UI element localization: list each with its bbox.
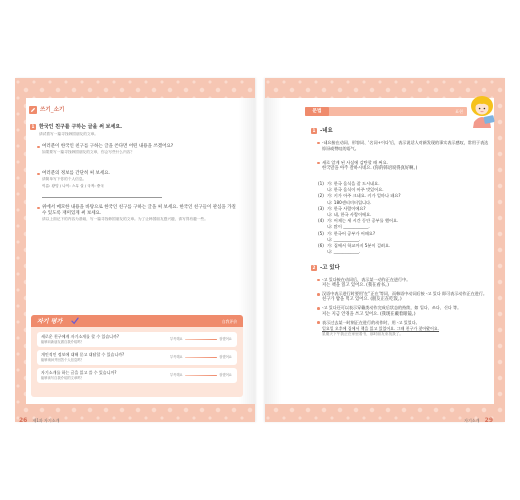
grammar-title: -고 있다 [320, 265, 340, 271]
example-speaker-a: 가: 집에서 학교까지 5분이 걸려요. [327, 243, 391, 249]
self-evaluation-header [31, 315, 243, 327]
character-eye [479, 108, 481, 110]
grammar-number: 2 [312, 265, 316, 270]
check-icon [71, 317, 79, 325]
header-label: 표현 [455, 109, 463, 114]
sample-sentence: 한국말을 아주 잘하시네요. (你的韩语说得真好啊。) [322, 166, 418, 171]
scale-bar [185, 375, 217, 376]
rating-scale [170, 373, 232, 378]
example-speaker-a: 가: 키가 아주 크네요. 키가 얼마나 돼요? [327, 193, 401, 199]
grammar-point [317, 320, 490, 338]
self-evaluation-box [31, 315, 243, 397]
section-title: 쓰기_소기 [40, 107, 65, 113]
rating-scale [170, 355, 232, 360]
task-translation: 请以上面记下的内容为基础，写一篇寻找韩国朋友的文章。为了让韩国朋友感兴趣，请写得有趣一些。 [42, 217, 208, 221]
point-text: 表示过去某一时刻正在进行的动作时，用 -고 있었다。 [322, 319, 420, 325]
left-page-footer [19, 407, 59, 426]
bullet-icon [37, 146, 40, 149]
task-translation: 请简单写下你的个人信息。 [42, 177, 87, 181]
bullet-icon [317, 142, 320, 145]
scale-high-label: 잘했어요 [219, 337, 232, 341]
example-speaker-b: 나: 네, 한국 사람이에요. [327, 212, 372, 218]
writing-line [42, 197, 162, 198]
grammar-item-1-header [311, 128, 411, 135]
bullet-icon [317, 279, 320, 282]
evaluation-translation: 能够询问并回答个人信息吗？ [41, 357, 84, 362]
example-speaker-b: 나: 한국 음식이 아주 맛있어요. [327, 187, 384, 193]
example-speaker-b: 나: 많이 ____________. [327, 224, 370, 230]
sample-sentence: 친구가 밥을 먹고 있어요. (朋友正在吃饭。) [322, 297, 402, 303]
evaluation-question: 개인적인 정보에 대해 묻고 대답할 수 있습니까? [41, 352, 125, 357]
pencil-icon [29, 106, 37, 114]
footer-label: 제1과 자기소개 [32, 418, 60, 423]
rating-scale [170, 337, 232, 342]
example-number: (6) [318, 243, 324, 249]
task-example: 이름: 왕밍 / 나이: 스무 살 / 국적: 중국 [42, 183, 104, 188]
example-number: (3) [318, 205, 324, 211]
bullet-icon [317, 162, 320, 165]
note-text: 새로 알게 된 사실에 감탄할 때 써요. [322, 160, 388, 165]
sample-sentence: 저는 책을 읽고 있어요. (我在看书。) [322, 283, 389, 289]
evaluation-translation: 能够向新朋友做自我介绍吗？ [41, 339, 84, 344]
section-header [29, 106, 149, 115]
task-bullet-1 [37, 144, 241, 155]
task-text: 위에서 메모한 내용을 바탕으로 한국인 친구를 구하는 글을 써 보세요. 한국인 친구들이 관심을 가질 수 있도록 재미있게 써 보세요. [42, 205, 236, 216]
question-1 [30, 124, 242, 138]
evaluation-row [37, 368, 237, 383]
example-speaker-a: 가: 한국 음식을 잘 드시네요. [327, 181, 380, 186]
task-bullet-2 [37, 171, 241, 189]
character-eye [484, 108, 486, 110]
scale-low-label: 부족해요 [170, 373, 183, 377]
grammar-explanation [317, 140, 489, 153]
question-number: 1 [31, 124, 35, 129]
evaluation-row [37, 332, 237, 347]
task-text: 여러분의 정보를 간단히 써 보세요. [42, 171, 111, 176]
point-text: -고 있다接在动词后，表示某一动作正在进行中。 [322, 277, 411, 282]
evaluation-translation: 能够读写自我介绍的文章吗？ [41, 375, 84, 380]
grammar-item-2-header [311, 265, 411, 272]
example-speaker-a: 가: 한국 사람이에요? [327, 205, 366, 211]
question-text: 한국인 친구를 구하는 글을 써 보세요. [39, 124, 123, 130]
sample-sentence: 일요일 오후에 집에서 책을 읽고 있었어요. 그때 친구가 찾아왔어요. [322, 325, 440, 331]
bullet-icon [37, 207, 40, 210]
question-translation: 请试着写一篇寻找韩国朋友的文章。 [39, 131, 98, 136]
character-illustration [466, 94, 498, 128]
self-evaluation-title: 자기 평가 [37, 317, 63, 325]
task-bullet-3 [37, 205, 241, 222]
sample-translation: 星期天下午我正在家里看书，那时朋友来找我了。 [322, 332, 404, 337]
example-line [318, 249, 490, 255]
point-text: -고 있다还可以表示穿戴类动作完成后状态的持续，如 입다、쓰다、신다 等。 [322, 305, 462, 311]
scale-high-label: 잘했어요 [219, 355, 232, 359]
scale-bar [185, 357, 217, 358]
grammar-title: -네요 [320, 128, 333, 134]
evaluation-row [37, 350, 237, 365]
bullet-icon [37, 173, 40, 176]
evaluation-question: 새로운 친구에게 자기소개를 할 수 있습니까? [41, 334, 120, 339]
example-number: (5) [318, 230, 324, 236]
bullet-icon [317, 321, 320, 324]
example-speaker-b: 나: ____________. [327, 236, 361, 242]
example-speaker-a: 가: 한국어 공부가 어때요? [327, 230, 376, 236]
grammar-point [317, 277, 490, 290]
explanation-text: -네요接在动词、形容词、'名词+이다'后，表示说话人对新发现的事实表示感叹，常用于表达惊讶或赞叹的语气。 [322, 140, 489, 152]
grammar-point [317, 305, 490, 318]
task-translation: 如果要写一篇寻找韩国朋友的文章，你会写些什么内容？ [42, 150, 135, 154]
scale-low-label: 부족해요 [170, 337, 183, 341]
point-text: 汉语中表示进行时要用'在''正在'等词，而韩语中动词后接 -고 있다 即可表示动作正在进行。 [322, 291, 488, 297]
grammar-note [317, 160, 489, 173]
example-speaker-b: 나: ____________. [327, 249, 361, 255]
task-text: 여러분이 한국인 친구를 구하는 글을 쓴다면 어떤 내용을 쓰겠어요? [42, 144, 174, 149]
page-number: 26 [19, 417, 28, 424]
book-icon [483, 115, 494, 124]
example-speaker-b: 나: 180센티미터입니다. [327, 199, 372, 205]
example-dialogues [318, 181, 490, 255]
example-number: (1) [318, 181, 324, 186]
page-number: 29 [484, 417, 493, 424]
sample-sentence: 저는 지금 안경을 쓰고 있어요. (我现在戴着眼镜。) [322, 311, 416, 317]
scale-high-label: 잘했어요 [219, 373, 232, 377]
right-page-footer [440, 407, 493, 426]
grammar-item-2-points [317, 277, 490, 337]
scale-low-label: 부족해요 [170, 355, 183, 359]
grammar-number: 1 [312, 128, 316, 133]
scale-bar [185, 339, 217, 340]
example-number: (4) [318, 218, 324, 224]
footer-label: 자기소개 [464, 418, 480, 423]
example-speaker-a: 가: 어제는 세 시간 동안 공부를 했어요. [327, 218, 399, 224]
grammar-point [317, 291, 490, 304]
evaluation-question: 자기소개를 하는 글을 읽고 쓸 수 있습니까? [41, 370, 117, 375]
bullet-icon [317, 293, 320, 296]
grammar-header-band [305, 107, 467, 116]
example-number: (2) [318, 193, 324, 199]
header-tab: 문법 [305, 107, 329, 116]
bullet-icon [317, 307, 320, 310]
self-evaluation-subtitle: 自我评价 [221, 318, 237, 324]
